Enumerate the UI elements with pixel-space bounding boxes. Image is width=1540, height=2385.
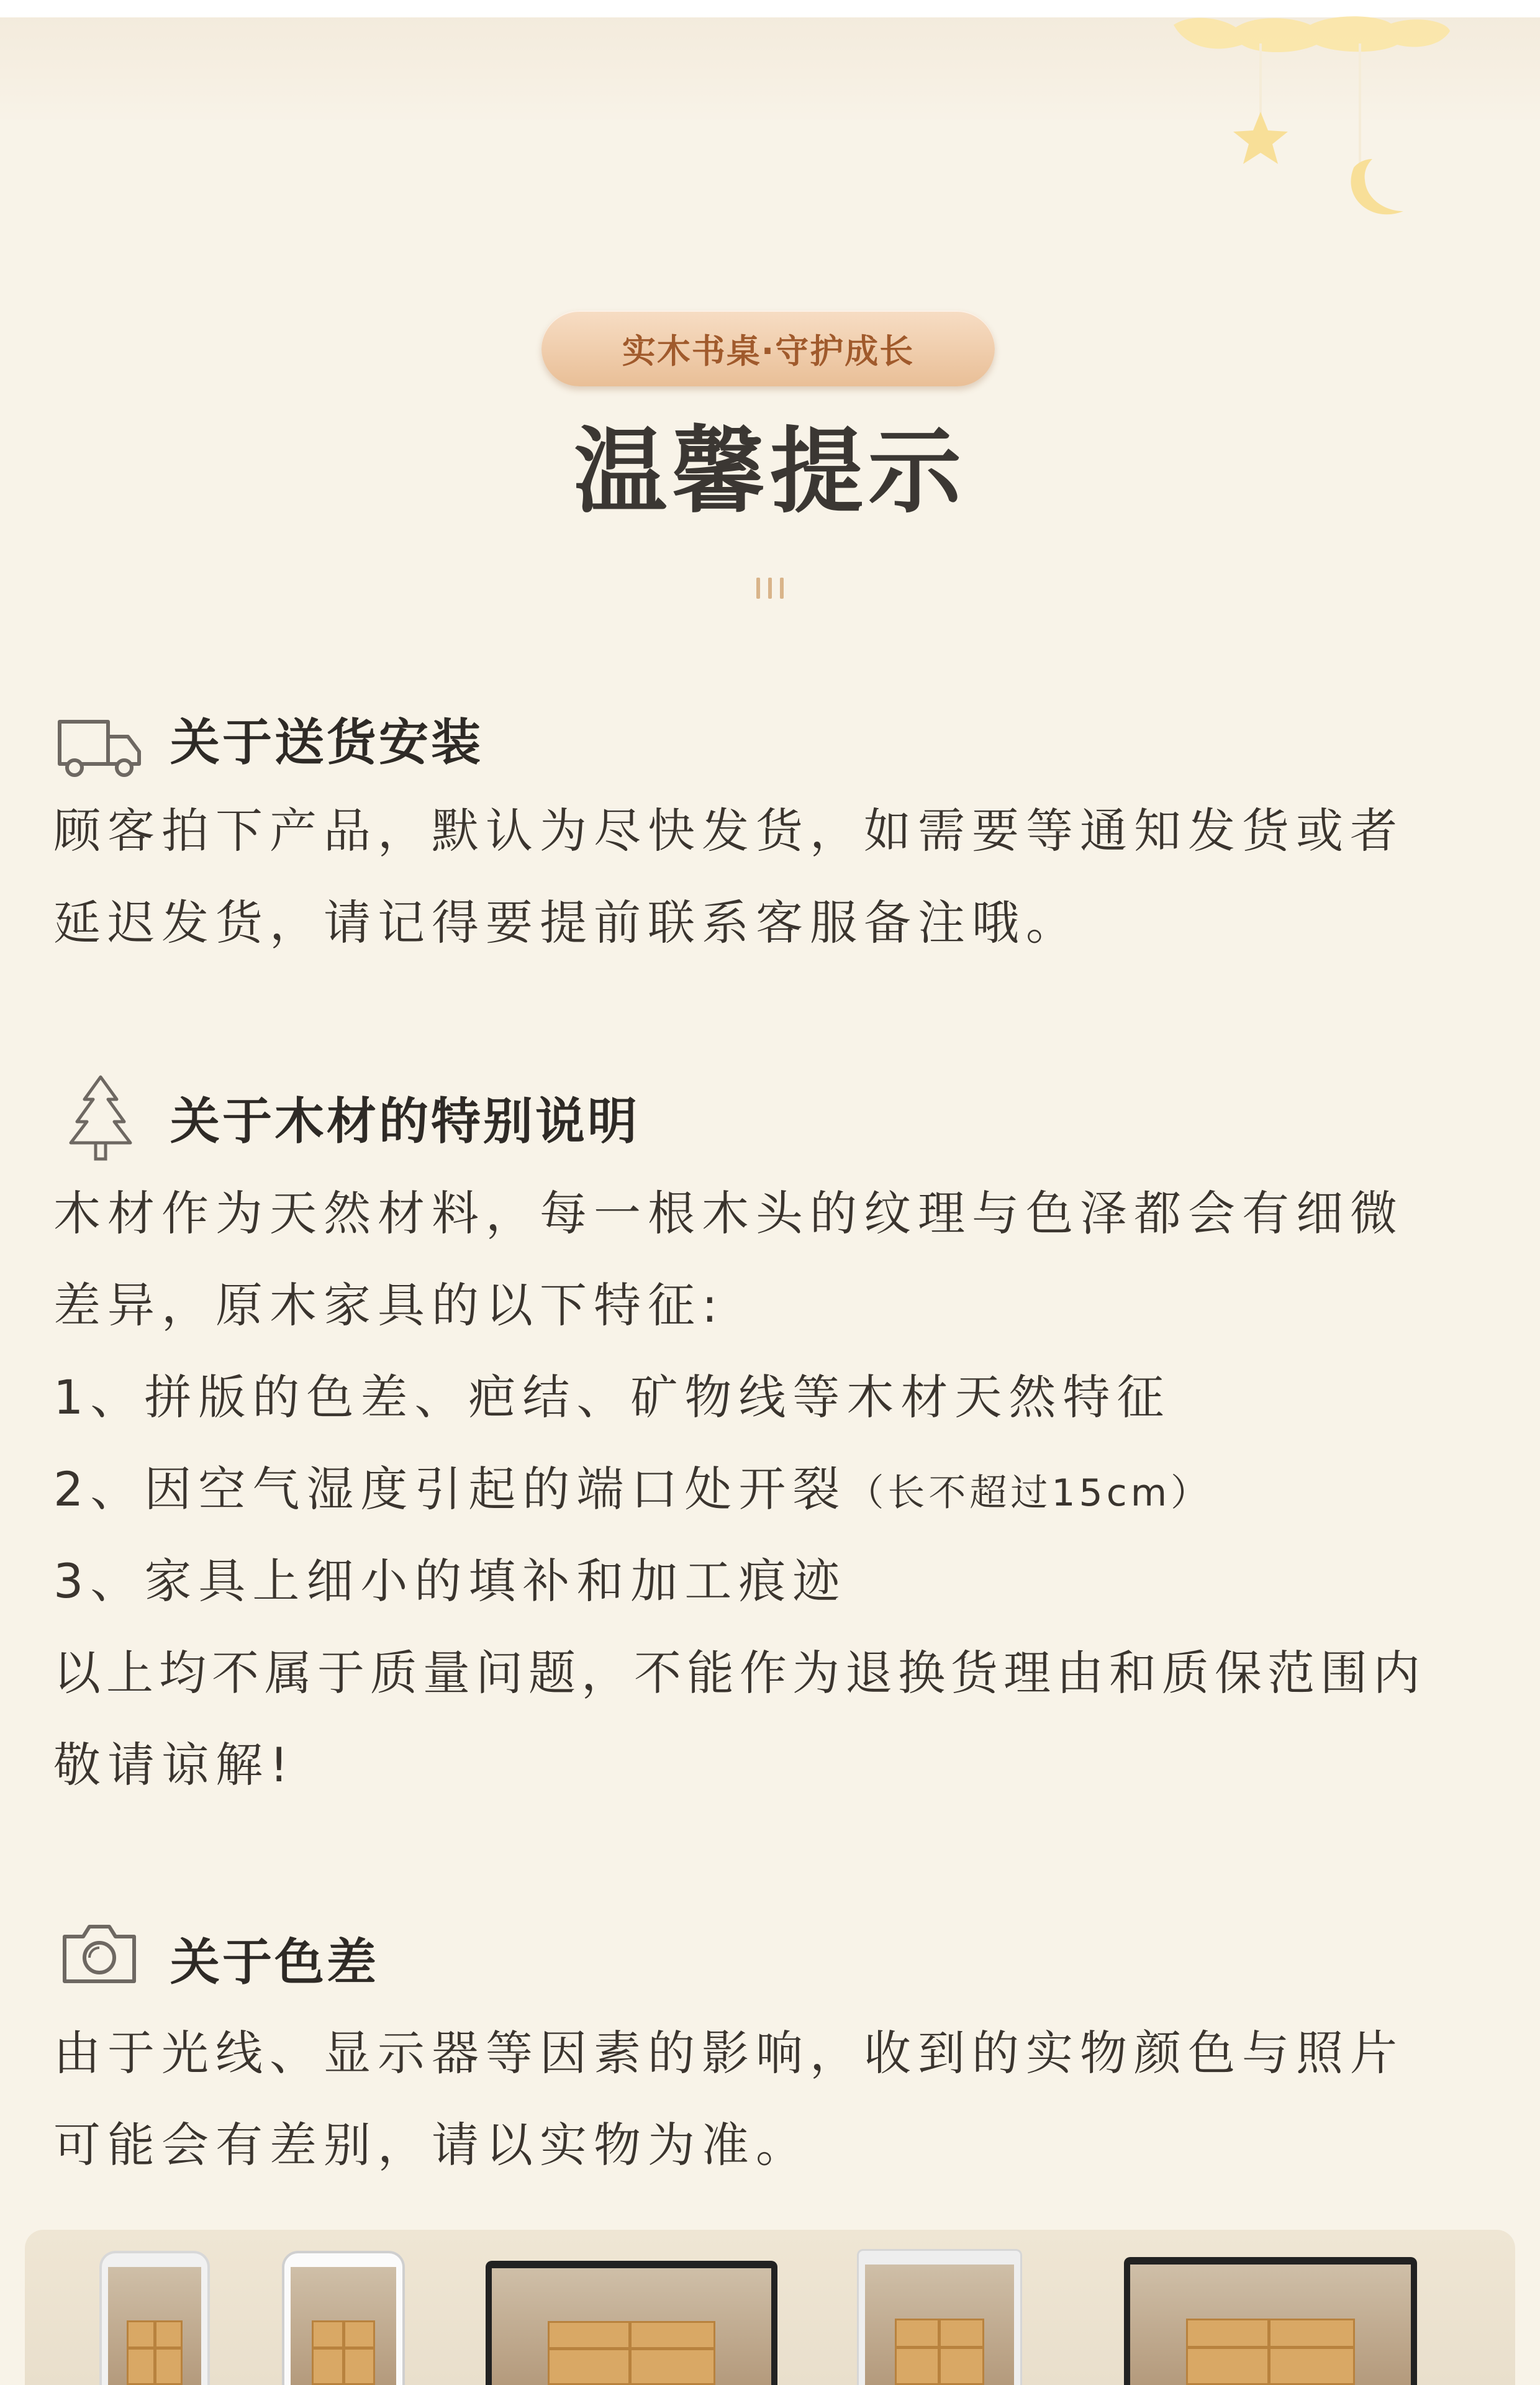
delivery-line-1: 顾客拍下产品，默认为尽快发货，如需要等通知发货或者 [53, 803, 1404, 858]
wood-line-5: 3、家具上细小的填补和加工痕迹 [53, 1553, 847, 1609]
wood-line-3: 1、拼版的色差、疤结、矿物线等木材天然特征 [53, 1370, 1171, 1425]
divider-ticks [756, 578, 784, 599]
wood-line-4 [53, 1443, 1531, 1539]
tablet-image [857, 2249, 1022, 2385]
monitor-image [1124, 2257, 1417, 2385]
section-title-color: 关于色差 [170, 1933, 379, 1991]
phone-image [282, 2251, 405, 2385]
moon-icon [1351, 159, 1403, 214]
phone-image [99, 2251, 210, 2385]
moon-star-decoration [1167, 12, 1453, 224]
wood-line-2: 差异，原木家具的以下特征: [53, 1278, 725, 1333]
wood-line-6: 以上均不属于质量问题，不能作为退换货理由和质保范围内 [53, 1645, 1426, 1701]
device-comparison-image [25, 2230, 1515, 2385]
color-line-1: 由于光线、显示器等因素的影响，收到的实物颜色与照片 [53, 2025, 1404, 2081]
tree-icon [67, 1073, 134, 1163]
page-title: 温馨提示 [573, 418, 966, 526]
wood-line-7: 敬请谅解! [53, 1737, 296, 1792]
wood-line-4-text: 2、因空气湿度引起的端口处开裂 [53, 1461, 847, 1517]
section-title-wood: 关于木材的特别说明 [170, 1093, 640, 1150]
monitor-image [486, 2261, 777, 2385]
delivery-line-2: 延迟发货，请记得要提前联系客服备注哦。 [53, 895, 1080, 950]
section-title-delivery: 关于送货安装 [170, 714, 483, 771]
header-badge: 实木书桌·守护成长 [541, 311, 995, 386]
wood-line-4-note: （长不超过15cm） [846, 1471, 1212, 1515]
truck-icon [56, 716, 144, 779]
camera-icon [60, 1922, 139, 1986]
wood-line-1: 木材作为天然材料，每一根木头的纹理与色泽都会有细微 [53, 1186, 1404, 1241]
color-line-2: 可能会有差别，请以实物为准。 [53, 2117, 810, 2173]
star-icon [1233, 112, 1288, 164]
